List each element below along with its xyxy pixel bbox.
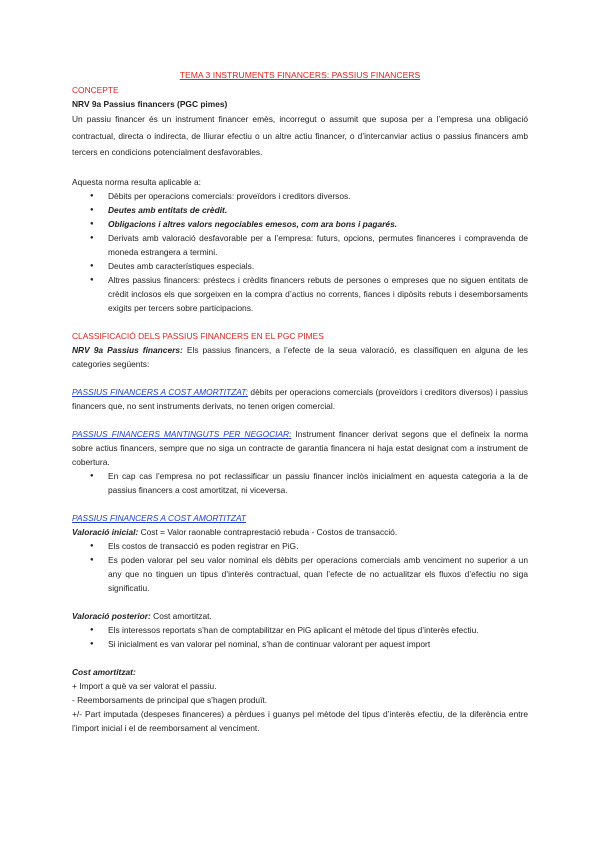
- nrv-heading: NRV 9a Passius financers (PGC pimes): [72, 99, 228, 109]
- section-heading-concepte: CONCEPTE: [72, 85, 119, 95]
- negociar-text: Instrument financer derivat segons que el defineix la norma sobre actius financers, sempre que no siga un contracte de garantia financera ni haja estat designat com a instrument de cobertura.: [72, 428, 528, 467]
- valoracio-inicial-text: Cost = Valor raonable contraprestació rebuda - Costos de transacció.: [138, 526, 398, 537]
- nrv-text: Els passius financers, a l’efecte de la seua valoració, es classifiquen en alguna de les categories següents:: [72, 344, 528, 369]
- list-item: ● Es poden valorar pel seu valor nominal els dèbits per operacions comercials amb venciment no superior a un any que no tinguen un tipus d’interès contractual, quan l’efecte de no actualitzar els fluxos d’efectiu no siga significatiu.: [108, 553, 528, 595]
- list-item: ● Altres passius financers: préstecs i crèdits financers rebuts de persones o empreses que no siguen entitats de crèdit inclosos els que sorgeixen en la compra d’actius no corrents, fiances i dipòsits rebuts i desemborsaments exigits per tercers sobre participacions.: [108, 273, 528, 315]
- definition-paragraph: Un passiu financer és un instrument financer emès, incorregut o assumit que suposa per a l’empresa una obligació contractual, directa o indirecta, de lliurar efectiu o un altre actiu financer, o d’intercanviar actius o passius financers amb tercers en condicions potencialment desfavorables.: [72, 114, 528, 157]
- list-item: ● Deutes amb característiques especials.: [108, 259, 528, 273]
- cost-amortitzat-subheading: Cost amortitzat:: [72, 666, 136, 677]
- valoracio-posterior-text: Cost amortitzat.: [150, 610, 212, 621]
- cost-line: - Reemborsaments de principal que s’hagen produït.: [72, 694, 268, 705]
- list-item: ● En cap cas l’empresa no pot reclassificar un passiu financer inclòs inicialment en aquesta categoria a la de passius financers a cost amortitzat, ni viceversa.: [108, 469, 528, 497]
- valoracio-inicial: [72, 525, 528, 539]
- cost-line: +/- Part imputada (despeses financeres) a pèrdues i guanys pel mètode del tipus d’interès efectiu, de la diferència entre l’import inicial i el de reemborsament al venciment.: [72, 708, 528, 733]
- cost-line: + Import a què va ser valorat el passiu.: [72, 680, 217, 691]
- valoracio-posterior: [72, 609, 528, 623]
- document-page: [72, 68, 528, 735]
- valoracio-inicial-list: [72, 539, 528, 595]
- negociar-label: PASSIUS FINANCERS MANTINGUTS PER NEGOCIAR:: [72, 428, 292, 439]
- list-item: ● Si inicialment es van valorar pel nominal, s’han de continuar valorant per aquest import: [108, 637, 528, 651]
- nrv-label: NRV 9a Passius financers:: [72, 344, 183, 355]
- list-item: ● Els costos de transacció es poden registrar en PiG.: [108, 539, 528, 553]
- cost-amortitzat-text: dèbits per operacions comercials (proveïdors i creditors diversos) i passius financers que, no sent instruments derivats, no tenen origen comercial.: [72, 386, 528, 411]
- section-heading-classificacio: CLASSIFICACIÓ DELS PASSIUS FINANCERS EN EL PGC PIMES: [72, 330, 324, 341]
- negociar-list: [72, 469, 528, 497]
- valoracio-posterior-list: [72, 623, 528, 651]
- cost-amortitzat-definition: [72, 385, 528, 413]
- list-item: ● Derivats amb valoració desfavorable per a l’empresa: futurs, opcions, permutes financeres i compravenda de moneda estrangera a termini.: [108, 231, 528, 259]
- cost-amortitzat-label: PASSIUS FINANCERS A COST AMORTITZAT:: [72, 386, 249, 397]
- section-heading-cost-amortitzat: PASSIUS FINANCERS A COST AMORTITZAT: [72, 512, 247, 523]
- list-item: ● Deutes amb entitats de crèdit.: [108, 203, 528, 217]
- valoracio-posterior-label: Valoració posterior:: [72, 610, 151, 621]
- applies-list: [72, 189, 528, 315]
- applies-intro: Aquesta norma resulta aplicable a:: [72, 176, 201, 187]
- list-item: ● Els interessos reportats s’han de comptabilitzar en PiG aplicant el mètode del tipus d’interès efectiu.: [108, 623, 528, 637]
- negociar-definition: [72, 427, 528, 469]
- list-item: ● Dèbits per operacions comercials: proveïdors i creditors diversos.: [108, 189, 528, 203]
- list-item: ● Obligacions i altres valors negociables emesos, com ara bons i pagarés.: [108, 217, 528, 231]
- document-title: TEMA 3 INSTRUMENTS FINANCERS: PASSIUS FINANCERS: [179, 70, 421, 80]
- valoracio-inicial-label: Valoració inicial:: [72, 526, 139, 537]
- classificacio-intro: [72, 343, 528, 371]
